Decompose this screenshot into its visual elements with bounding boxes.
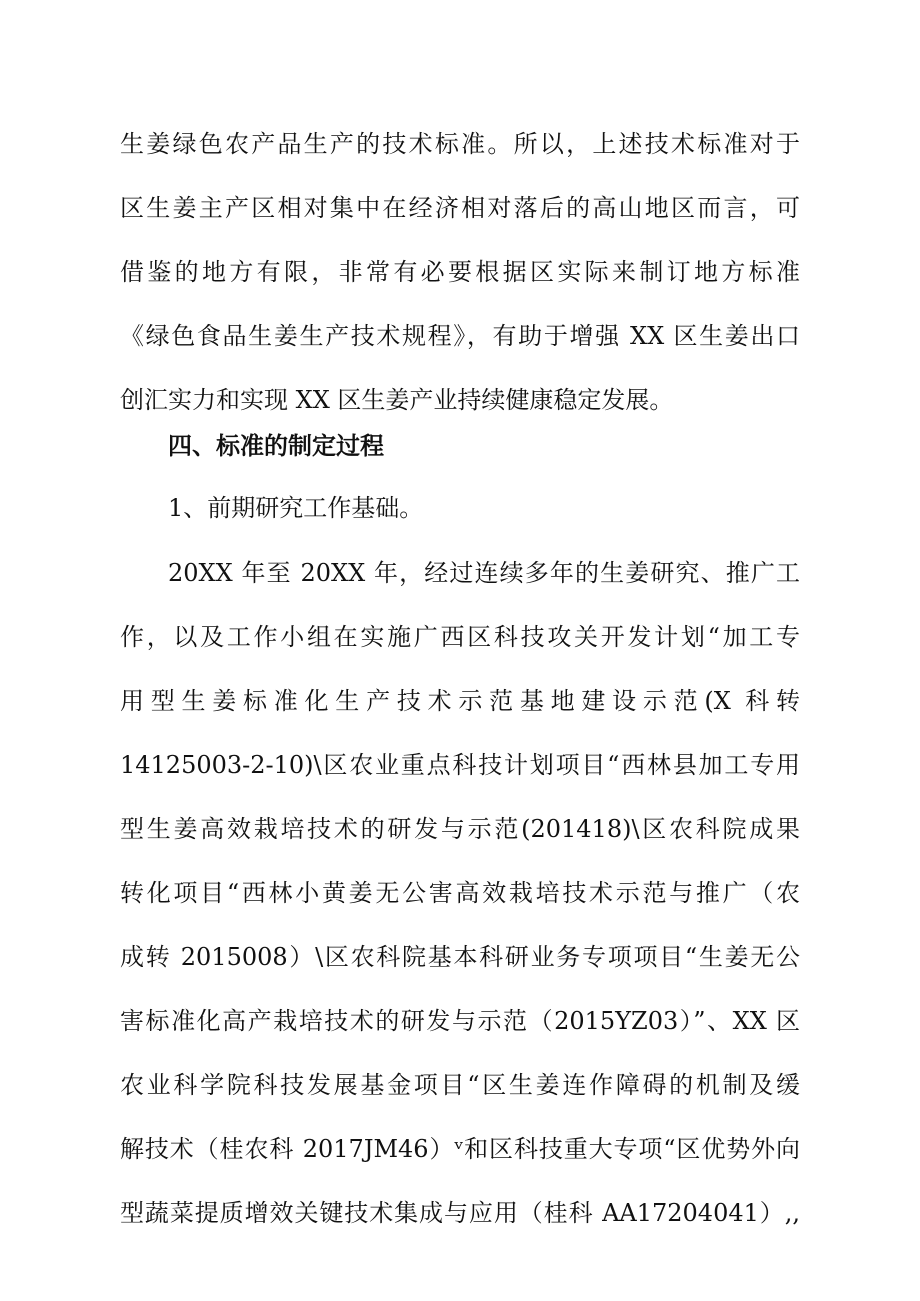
section-heading: 四、标准的制定过程 [168,432,384,460]
body-text-line: 作，以及工作小组在实施广西区科技攻关开发计划“加工专 [120,623,800,651]
body-text-line: 解技术（桂农科 2017JM46）ᵛ和区科技重大专项“区优势外向 [120,1135,800,1163]
body-text-line: 型蔬菜提质增效关键技术集成与应用（桂科 AA17204041）,, [120,1199,800,1227]
body-text-line: 农业科学院科技发展基金项目“区生姜连作障碍的机制及缓 [120,1071,800,1099]
body-text-line: 型生姜高效栽培技术的研发与示范(201418)\区农科院成果 [120,815,800,843]
body-text-line: 用型生姜标准化生产技术示范基地建设示范(X 科转 [120,687,800,715]
body-text-line: 害标准化高产栽培技术的研发与示范（2015YZ03）”、XX 区 [120,1007,800,1035]
body-text-line: 创汇实力和实现 XX 区生姜产业持续健康稳定发展。 [120,386,674,414]
body-text-line: 借鉴的地方有限，非常有必要根据区实际来制订地方标准 [120,258,800,286]
body-text-line: 区生姜主产区相对集中在经济相对落后的高山地区而言，可 [120,194,800,222]
subsection-title: 1、前期研究工作基础。 [168,494,424,522]
body-text-line: 成转 2015008）\区农科院基本科研业务专项项目“生姜无公 [120,943,800,971]
body-text-line: 20XX 年至 20XX 年，经过连续多年的生姜研究、推广工 [168,559,800,587]
body-text-line: 生姜绿色农产品生产的技术标准。所以，上述技术标准对于 [120,130,800,158]
body-text-line: 《绿色食品生姜生产技术规程》，有助于增强 XX 区生姜出口 [120,322,800,350]
body-text-line: 转化项目“西林小黄姜无公害高效栽培技术示范与推广（农 [120,879,800,907]
body-text-line: 14125003-2-10)\区农业重点科技计划项目“西林县加工专用 [120,751,800,779]
